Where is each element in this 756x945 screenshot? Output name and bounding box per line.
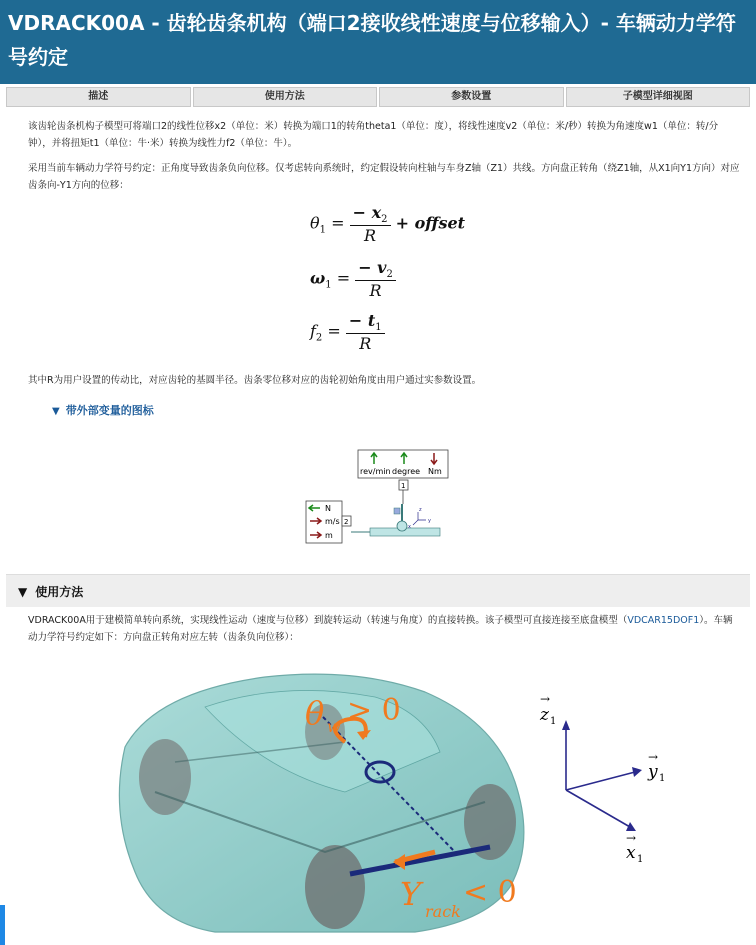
axis-z-label: z (540, 705, 549, 725)
vehicle-axes-diagram (530, 690, 700, 870)
tab-description[interactable]: 描述 (6, 87, 191, 107)
eq2-lhs: ω (310, 268, 326, 288)
eq2-numerator: − v (358, 258, 387, 277)
axis-x-label: x (626, 843, 636, 863)
eq2-lhs-sub: 1 (325, 279, 332, 291)
expand-triangle-icon: ▼ (52, 406, 60, 417)
eq1-lhs-sub: 1 (319, 224, 327, 236)
usage-title-label: 使用方法 (35, 585, 84, 599)
axis-y-label: y (648, 762, 658, 782)
eq2-denominator: R (369, 281, 382, 300)
eq1-numerator: − x (352, 203, 382, 222)
tab-submodel-view[interactable]: 子模型详细视图 (566, 87, 751, 107)
wheel-front-left-icon (305, 845, 365, 929)
eq3-num-sub: 1 (375, 322, 382, 333)
axis-z-index: 1 (550, 716, 557, 727)
svg-text:→: → (626, 831, 637, 845)
usage-title (18, 583, 83, 600)
eq3-denominator: R (359, 334, 372, 353)
eq2-fraction (355, 258, 396, 300)
eq1-tail: + offset (395, 213, 466, 233)
yrack-relation: < 0 (463, 875, 517, 910)
theta-label: θ (305, 694, 325, 732)
equation-omega: $\omega_1$ = $\frac{- v_2}{R}$ (310, 258, 396, 300)
equation-theta: $\theta_1$ = $\frac{- x_2}{R}$ + offset (310, 203, 466, 245)
left-port-number: 2 (344, 518, 349, 526)
left-unit-1: N (325, 504, 331, 513)
wheel-rear-left-icon (139, 739, 191, 815)
yrack-sub: rack (425, 902, 461, 921)
eq3-numerator: − t (348, 311, 376, 330)
pinion-icon (397, 521, 407, 531)
description-paragraph-1: 该齿轮齿条机构子模型可将端口2的线性位移x2（单位：米）转换为端口1的转角theta1（单位：度），将线性速度v2（单位：米/秒）转换为角速度w1（单位：转/分钟），并将扭矩t1（单位：牛·米）转换为线性力f2（单位：牛）。 (28, 121, 719, 149)
svg-text:→: → (540, 692, 551, 706)
equation-force: $f_2$ = $\frac{- t_1}{R}$ (310, 311, 385, 353)
yrack-label: Y (400, 875, 422, 913)
description-paragraph-2: 采用当前车辆动力学符号约定：正角度导致齿条负向位移。仅考虑转向系统时，约定假设转向柱轴与车身Z轴（Z1）共线。方向盘正转角（绕Z1轴，从X1向Y1方向）对应齿条向-Y1方向的位移： (28, 163, 740, 191)
eq1-denominator: R (364, 226, 377, 245)
usage-paragraph (28, 612, 740, 646)
icon-section-label: 带外部变量的图标 (65, 404, 154, 417)
collapse-triangle-icon: ▼ (18, 585, 28, 599)
eq3-fraction (346, 311, 385, 353)
axis-y-arrow-icon (632, 767, 642, 777)
left-unit-3: m (325, 531, 333, 540)
vdcar-link[interactable]: VDCAR15DOF1 (627, 615, 700, 626)
axis-z-arrow-icon (562, 720, 570, 730)
svg-text:→: → (648, 750, 659, 764)
usage-text-part1: VDRACK00A用于建模简单转向系统，实现线性运动（速度与位移）到旋转运动（转速与角度）的直接转换。该子模型可直接连接至底盘模型（ (28, 615, 628, 626)
axis-y-index: 1 (659, 773, 666, 784)
tab-bar (6, 87, 750, 107)
vehicle-steering-illustration (95, 652, 565, 945)
top-port-number: 1 (401, 482, 406, 490)
eq3-lhs: f (310, 321, 316, 341)
tab-parameters[interactable]: 参数设置 (379, 87, 564, 107)
theta-relation: > 0 (347, 693, 401, 728)
eq3-lhs-sub: 2 (315, 332, 323, 344)
mini-axis-z: z (419, 507, 422, 513)
usage-section-header[interactable] (6, 574, 750, 607)
mini-axis-y: y (428, 518, 431, 524)
tab-usage[interactable]: 使用方法 (193, 87, 378, 107)
eq2-num-sub: 2 (386, 269, 393, 280)
icon-section-toggle[interactable] (52, 402, 154, 418)
axis-x-arrow-icon (626, 822, 636, 831)
top-unit-1: rev/min (360, 467, 391, 476)
mini-axes-icon (413, 512, 426, 525)
top-unit-3: Nm (428, 467, 442, 476)
page-header (0, 0, 756, 84)
left-unit-2: m/s (325, 517, 340, 526)
mini-axis-x: x (408, 524, 411, 530)
eq1-num-sub: 2 (381, 214, 388, 225)
submodel-icon-diagram (300, 448, 450, 548)
left-accent-strip (0, 905, 5, 945)
theta-sub: w (327, 717, 341, 736)
top-unit-2: degree (392, 467, 421, 476)
description-paragraph-3: 其中R为用户设置的传动比，对应齿轮的基圆半径。齿条零位移对应的齿轮初始角度由用户通过实参数设置。 (28, 375, 482, 386)
usage-text-part2: ）。车辆动力学符号约定如下：方向盘正转角对应左转（齿条负向位移）： (28, 615, 733, 643)
page-title: VDRACK00A - 齿轮齿条机构（端口2接收线性速度与位移输入）- 车辆动力学符号约定 (8, 11, 736, 69)
axis-x-index: 1 (637, 854, 644, 865)
eq1-lhs: θ (310, 213, 320, 233)
eq1-fraction (350, 203, 391, 245)
